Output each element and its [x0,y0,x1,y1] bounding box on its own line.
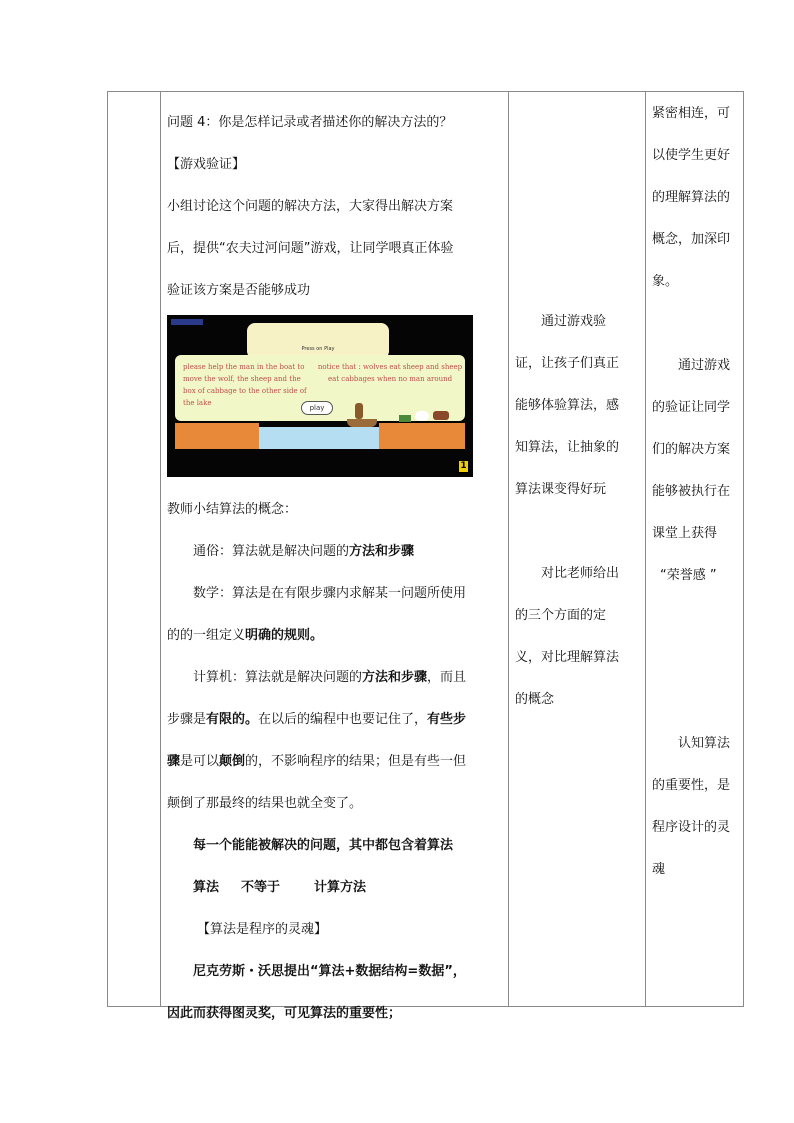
teaching-content-cell [161,92,508,1021]
note-line: 的重要性，是 [652,778,731,793]
goal-line: 证，让孩子们真正 [515,356,620,371]
text-run: ，而且 [427,670,467,685]
lesson-plan-table [107,91,744,1021]
note-line: 们的解决方案 [652,442,731,457]
river-water [259,427,379,449]
river-bank-right [379,423,465,449]
definition-computer [167,657,502,699]
goal-line: 的概念 [515,692,555,707]
text-run: 在以后的编程中也要记住了， [258,712,428,727]
text-run: 的，不影响程序的结果；但是有些一但 [245,754,467,769]
goal-line: 能够体验算法，感 [515,398,620,413]
definition-computer-cont [167,699,502,741]
definition-computer-cont: 颠倒了那最终的结果也就全变了。 [167,796,363,811]
paragraph-line: 小组讨论这个问题的解决方法，大家得出解决方案 [167,199,454,214]
wolf-icon [433,411,449,420]
goal-line: 算法课变得好玩 [515,482,607,497]
note-line: “荣誉感 ” [660,568,717,583]
note-line: 魂 [652,862,666,877]
farmer-river-game-screenshot [167,315,473,477]
note-cell [646,92,745,1006]
note-line: 以使学生更好 [652,148,731,163]
definition-computer-cont [167,741,502,783]
bold-run: 方法和步骤 [349,544,415,559]
game-verification-heading: 【游戏验证】 [167,157,246,172]
bold-run: 算法 [193,880,220,895]
emphasis-line: 每一个能能被解决的问题，其中都包含着算法 [193,838,454,853]
note-line: 能够被执行在 [652,484,731,499]
paragraph-line: 验证该方案是否能够成功 [167,283,311,298]
text-run: 是可以 [180,754,220,769]
definition-math: 数学：算法是在有限步骤内求解某一问题所使用 [193,586,467,601]
game-logo [171,319,203,325]
page-number-badge: 1 [458,460,469,473]
definition-popular [167,531,502,573]
bold-run: 方法和步骤 [362,670,428,685]
goal-line: 义，对比理解算法 [515,650,620,665]
goal-line: 的三个方面的定 [515,608,607,623]
algorithm-not-calculation [167,867,502,909]
text-run: 计算机：算法就是解决问题的 [193,670,363,685]
game-notice-text: notice that : wolves eat sheep and sheep eat cabbages when no man around [317,363,463,383]
farmer-icon [355,403,363,419]
game-title-tab: Press on Play [247,323,389,359]
bold-run: 颠倒 [219,754,246,769]
note-line: 的验证让同学 [652,400,731,415]
bold-run: 有限的。 [206,712,259,727]
wirth-quote: 尼克劳斯・沃思提出“算法+数据结构=数据”， [193,964,466,979]
goal-line: 对比老师给出 [541,566,620,581]
goal-line: 通过游戏验 [541,314,607,329]
game-instruction-text: please help the man in the boat to move the wolf, the sheep and the box of cabbage to the other side of the lake [183,363,307,407]
note-line: 课堂上获得 [652,526,718,541]
note-line: 认知算法 [678,736,731,751]
text-run: 步骤是 [167,712,207,727]
note-line: 通过游戏 [678,358,731,373]
bold-run: 骤 [167,754,181,769]
bold-run: 不等于 [241,880,281,895]
question-4: 问题 4：你是怎样记录或者描述你的解决方法的？ [167,115,453,130]
text-run: 通俗：算法就是解决问题的 [193,544,350,559]
design-intent-cell [509,92,645,1006]
note-line: 概念，加深印 [652,232,731,247]
note-line: 程序设计的灵 [652,820,731,835]
summary-intro: 教师小结算法的概念： [167,502,298,517]
bold-run: 有些步 [427,712,467,727]
cabbage-icon [399,415,411,422]
wirth-quote-cont: 因此而获得图灵奖，可见算法的重要性； [167,1006,402,1021]
note-line: 的理解算法的 [652,190,731,205]
bold-run: 明确的规则。 [245,628,324,643]
text-run: 的的一组定义 [167,628,246,643]
bold-run: 计算方法 [314,880,367,895]
note-line: 紧密相连，可 [652,106,731,121]
soul-heading: 【算法是程序的灵魂】 [197,922,328,937]
goal-line: 知算法，让抽象的 [515,440,620,455]
play-button[interactable]: play [301,401,333,415]
paragraph-line: 后，提供“农夫过河问题”游戏，让同学喂真正体验 [167,241,454,256]
sheep-icon [415,411,429,421]
river-bank-left [175,423,259,449]
definition-math-cont [167,615,502,657]
note-line: 象。 [652,274,679,289]
boat-icon [347,419,377,427]
